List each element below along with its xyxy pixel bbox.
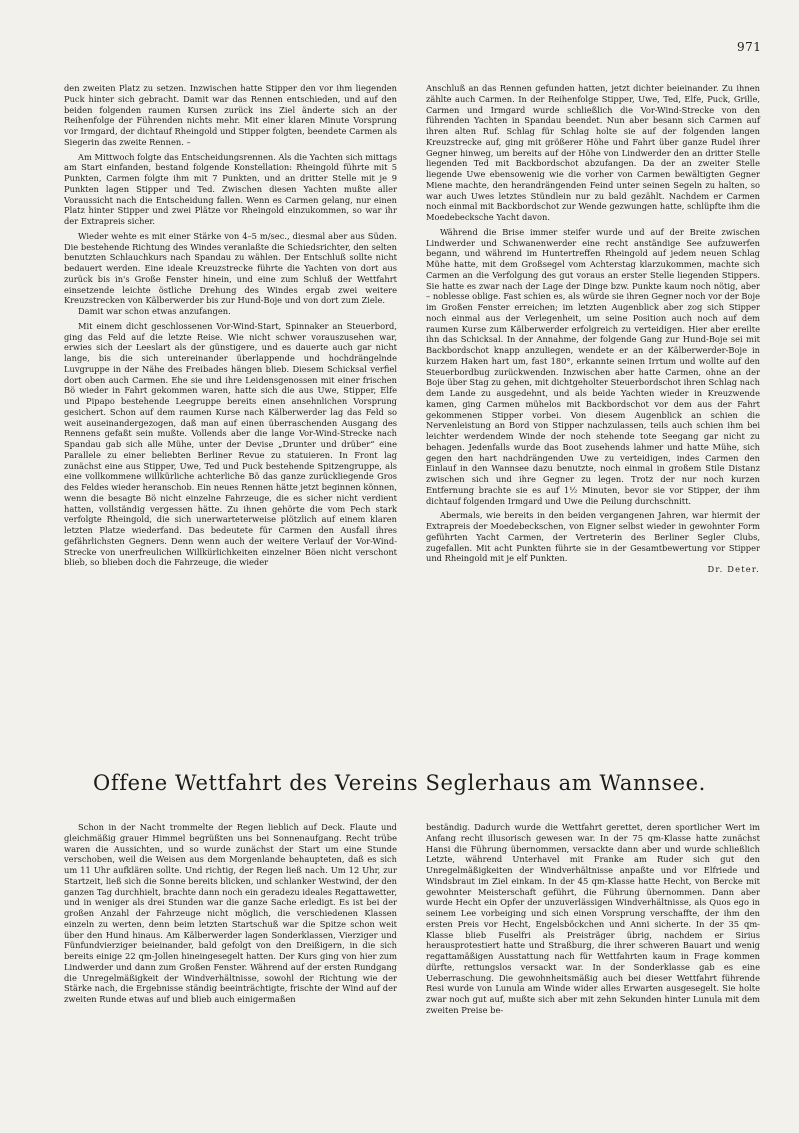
- author-signature: Dr. Deter.: [707, 564, 760, 574]
- paragraph: Am Mittwoch folgte das Entscheidungsrennen. Als die Yachten sich mittags am Start einfanden, bestand folgende Konstellation: Rheingold führte mit 5 Punkten, Carmen folgte ihm mit 7 Punkten, und an dritter Stelle mit je 9 Punkten lagen Stipper und Ted. Zwischen diesen Yachten mußte aller Voraussicht nach die Entscheidung fallen. Wenn es Carmen gelang, nur einen Platz hinter Stipper und zwei Plätze vor Rheingold einzukommen, so war ihr der Extrapreis sicher.: [64, 151, 397, 226]
- paragraph: Damit war schon etwas anzufangen.: [78, 306, 231, 316]
- paragraph: Anschluß an das Rennen gefunden hatten, jetzt dichter beieinander. Zu ihnen zählte auch Carmen. In der Reihenfolge Stipper, Uwe, Ted, Elfe, Puck, Grille, Carmen und Irmgard wurde schließlich die Vor-Wind-Strecke von den führenden Yachten in Spandau beendet. Nun aber besann sich Carmen auf ihren alten Ruf. Schlag für Schlag holte sie auf der folgenden langen Kreuzstrecke auf, ging mit größerer Höhe und Fahrt über ganze Rudel ihrer Gegner hinweg, um bereits auf der Höhe von Lindwerder den an dritter Stelle liegenden Ted mit Backbordschot abzufangen. Da der an zweiter Stelle liegende Uwe ebensowenig wie die vorher von Carmen bewältigten Gegner Miene machte, den herandrängenden Feind unter seinen Segeln zu halten, so war auch Uwes letztes Stündlein nur zu bald gezählt. Nachdem er Carmen noch einmal mit Backbordschot zur Wende gezwungen hatte, schlüpfte ihm die Moedebecksche Yacht davon.: [426, 83, 760, 222]
- paragraph: Wieder wehte es mit einer Stärke von 4–5 m/sec., diesmal aber aus Süden. Die bestehende Richtung des Windes veranlaßte die Schiedsrichter, den selten benutzten Schlauchkurs nach Spandau zu wählen. Der Entschluß sollte nicht bedauert werden. Eine ideale Kreuzstrecke führte die Yachten von dort aus zurück bis in's Große Fenster hinein, und eine zum Schluß der Wettfahrt einsetzende leichte östliche Drehung des Windes ergab zwei weitere Kreuzstrecken von Kälberwerder bis zur Hund-Boje und von dort zum Ziele.: [64, 230, 397, 306]
- paragraph: Abermals, wie bereits in den beiden vergangenen Jahren, war hiermit der Extrapreis der Moedebeckschen, von Eigner selbst wieder in gewohnter Form geführten Yacht Carmen, der Vertreterin des Berliner Segler Clubs, zugefallen. Mit acht Punkten führte sie in der Gesamtbewertung vor Stipper und Rheingold mit je elf Punkten.: [426, 510, 760, 564]
- article1-right-column: [426, 83, 760, 575]
- paragraph: Während die Brise immer steifer wurde und auf der Breite zwischen Lindwerder und Schwanenwerder eine recht anständige See aufzuwerfen begann, und während im Huntertreffen Rheingold auf jedem neuen Schlag Mühe hatte, mit dem Großsegel vom Achterstag klarzukommen, machte sich Carmen an die Verfolgung des gut voraus an erster Stelle liegenden Stippers. Sie hatte es zwar nach der Lage der Dinge bzw. Punkte kaum noch nötig, aber – noblesse oblige. Fast schien es, als würde sie ihren Gegner noch vor der Boje im Großen Fenster erreichen; im letzten Augenblick aber zog sich Stipper noch einmal aus der Verlegenheit, um seine Position auch noch auf dem raumen Kurse zum Kälberwerder erfolgreich zu verteidigen. Hier aber ereilte ihn das Schicksal. In der Annahme, der folgende Gang zur Hund-Boje sei mit Backbordschot knapp anzuliegen, wendete er an der Kälberwerder-Boje in kurzem Haken hart um, fast 180°, erkannte seinen Irrtum und wollte auf den Steuerbordbug zurückwenden. Inzwischen aber hatte Carmen, ohne an der Boje über Stag zu gehen, mit dichtgeholter Steuerbordschot ihren Schlag nach dem Lande zu ausgedehnt, und als beide Yachten wieder in Kreuzwende kamen, ging Carmen mühelos mit Backbordschot vor dem aus der Fahrt gekommenen Stipper vorbei. Von diesem Augenblick an schien die Nervenleistung an Bord von Stipper nachzulassen, teils auch schien ihm bei leichter werdendem Winde der noch stehende tote Seegang gar nicht zu behagen. Jedenfalls wurde das Boot zusehends lahmer und hatte Mühe, sich gegen den hart nachdrängenden Uwe zu verteidigen, indes Carmen den Einlauf in den Wannsee dazu benutzte, noch einmal in großem Stile Distanz zwischen sich und ihre Gegner zu legen. Trotz der nur noch kurzen Entfernung brachte sie es auf 1½ Minuten, bevor sie vor Stipper, der ihm dichtauf folgenden Irmgard und Uwe die Peilung durchschnitt.: [426, 226, 760, 506]
- paragraph: Mit einem dicht geschlossenen Vor-Wind-Start, Spinnaker an Steuerbord, ging das Feld auf die letzte Reise. Wie nicht schwer vorauszusehen war, erwies sich der Leeslart als der günstigere, und es dauerte auch gar nicht lange, bis die sich untereinander überlappende und hochdrängelnde Luvgruppe in der Nähe des Freibades hängen blieb. Diesem Schicksal verfiel dort oben auch Carmen. Ehe sie und ihre Leidensgenossen mit einer frischen Bö wieder in Fahrt gekommen waren, hatte sich die aus Uwe, Stipper, Elfe und Pipapo bestehende Leegruppe bereits einen ansehnlichen Vorsprung gesichert. Schon auf dem raumen Kurse nach Kälberwerder lag das Feld so weit auseinandergezogen, daß man auf einen überraschenden Ausgang des Rennens gefaßt sein mußte. Vollends aber die lange Vor-Wind-Strecke nach Spandau gab sich alle Mühe, unter der Devise „Drunter und drüber“ eine Parallele zu einer beliebten Berliner Revue zu statuieren. In Front lag zunächst eine aus Stipper, Uwe, Ted und Puck bestehende Spitzengruppe, als eine vollkommene willkürliche achterliche Bö das ganze zurückliegende Gros des Feldes wieder heranschob. Ein neues Rennen hätte jetzt beginnen können, wenn die besagte Bö nicht einzelne Fahrzeuge, die es sicher nicht verdient hatten, vollständig vergessen hätte. Zu ihnen gehörte die vom Pech stark verfolgte Rheingold, die sich unerwarteterweise plötzlich auf einem klaren letzten Platze wiederfand. Das bedeutete für Carmen den Ausfall ihres gefährlichsten Gegners. Denn wenn auch der weitere Verlauf der Vor-Wind-Strecke von unerfreulichen Willkürlichkeiten einzelner Böen nicht verschont blieb, so blieben doch die Fahrzeuge, die wieder: [64, 320, 397, 568]
- paragraph: den zweiten Platz zu setzen. Inzwischen hatte Stipper den vor ihm liegenden Puck hinter sich gebracht. Damit war das Rennen entschieden, und auf den beiden folgenden raumen Kursen zurück ins Ziel änderte sich an der Reihenfolge der Führenden nichts mehr. Mit einer klaren Minute Vorsprung vor Irmgard, der dichtauf Rheingold und Stipper folgten, beendete Carmen als Siegerin das zweite Rennen. –: [64, 83, 397, 147]
- article-headline: Offene Wettfahrt des Vereins Seglerhaus am Wannsee.: [93, 771, 706, 795]
- page-number: 971: [737, 40, 762, 54]
- paragraph: beständig. Dadurch wurde die Wettfahrt gerettet, deren sportlicher Wert im Anfang recht illusorisch gewesen war. In der 75 qm-Klasse hatte zunächst Hansi die Führung übernommen, versackte dann aber und wurde schließlich Letzte, während Unterhavel mit Franke am Ruder sich gut den Unregelmäßigkeiten der Windverhältnisse anpaßte und vor Elfriede und Windsbraut im Ziel einkam. In der 45 qm-Klasse hatte Hecht, von Bercke mit gewohnter Meisterschaft geführt, die Führung übernommen. Dann aber wurde Hecht ein Opfer der unzuverlässigen Windverhältnisse, als Quos ego in seinem Lee vorbeiging und sich einen Vorsprung verschaffte, der ihm den ersten Preis vor Hecht, Engelsböckchen und Anni sicherte. In der 35 qm-Klasse blieb Fuselfri als Preisträger übrig, nachdem er Sirius herausprotestiert hatte und Straßburg, die ihrer schweren Bauart und wenig regattamäßigen Ausstattung nach für Wettfahrten kaum in Frage kommen dürfte, rettungslos versackt war. In der Sonderklasse gab es eine Ueberraschung. Die gewohnheitsmäßig auch bei dieser Wettfahrt führende Resi wurde von Lunula am Winde wider alles Erwarten ausgesegelt. Sie holte zwar noch gut auf, mußte sich aber mit zehn Sekunden hinter Lunula mit dem zweiten Preise be-: [426, 822, 760, 1015]
- paragraph: Schon in der Nacht trommelte der Regen lieblich auf Deck. Flaute und gleichmäßig grauer Himmel begrüßten uns bei Sonnenaufgang. Recht trübe waren die Aussichten, und so wurde zunächst der Start um eine Stunde verschoben, weil die Weisen aus dem Morgenlande behaupteten, daß es sich um 11 Uhr aufklären sollte. Und richtig, der Regen ließ nach. Um 12 Uhr, zur Startzeit, ließ sich die Sonne bereits blicken, und schlanker Westwind, der den ganzen Tag durchhielt, brachte dann noch ein geradezu ideales Regattawetter, und in weniger als drei Stunden war die ganze Sache erledigt. Es ist bei der großen Anzahl der Fahrzeuge nicht möglich, die verschiedenen Klassen einzeln zu werten, denn beim letzten Startschuß war die Spitze schon weit über den Hund hinaus. Am Kälberwerder lagen Sonderklassen, Vierziger und Fünfundvierziger beieinander, bald gefolgt von den Dreißigern, in die sich bereits einige 22 qm-Jollen hineingesegelt hatten. Der Kurs ging von hier zum Lindwerder und dann zum Großen Fenster. Während auf der ersten Rundgang die Unregelmäßigkeit der Windverhältnisse, sowohl der Richtung wie der Stärke nach, die Ergebnisse ständig beeinträchtigte, frischte der Wind auf der zweiten Runde etwas auf und blieb auch einigermaßen: [64, 822, 397, 1004]
- article2-right-column: [426, 822, 760, 1016]
- article1-left-column: [64, 83, 397, 568]
- article2-left-column: [64, 822, 397, 1005]
